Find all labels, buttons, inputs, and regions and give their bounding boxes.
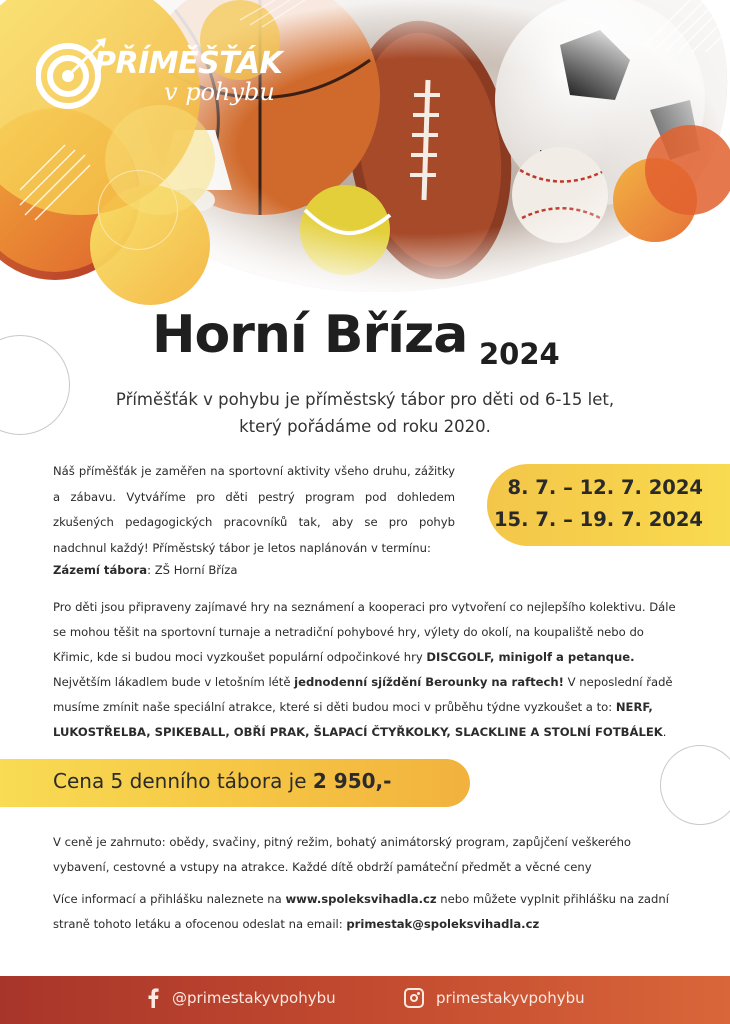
logo-title: PŘÍMĚŠŤÁK: [94, 46, 283, 81]
facebook-icon: [146, 988, 160, 1008]
logo-subtitle: v pohybu: [164, 78, 275, 106]
decor-ring-left: [0, 335, 70, 435]
facebook-link[interactable]: [146, 988, 336, 1008]
venue-label: Zázemí tábora: [53, 563, 148, 577]
decor-ring-right: [660, 745, 730, 825]
program-text-4: .: [662, 725, 667, 739]
page-title: Horní Bříza: [152, 305, 468, 365]
venue-value: : ZŠ Horní Bříza: [147, 563, 238, 577]
decor-ring-top: [98, 170, 178, 250]
price-label: Cena 5 denního tábora je: [53, 769, 313, 793]
term-2: 15. 7. – 19. 7. 2024: [493, 508, 703, 531]
email-link[interactable]: primestak@spoleksvihadla.cz: [346, 917, 540, 931]
hero-illustration: [0, 0, 730, 310]
intro-text: [80, 386, 650, 440]
intro-line-2: který pořádáme od roku 2020.: [239, 417, 491, 436]
program-text-1: Pro děti jsou připraveny zajímavé hry na seznámení a kooperaci pro vytvoření co nejlepšího kolektivu. Dále se mohou těšit na sportovní turnaje a netradiční pohybové hry, výlety do okolí, na koupaliště nebo do Křimic, kde si budou moci vyzkoušet populární odpočinkové hry: [53, 600, 676, 664]
program-paragraph: [53, 595, 683, 745]
contact-text-2: nebo můžete vyplnit přihlášku na zadní straně tohoto letáku a ofocenou odeslat na email:: [53, 892, 669, 931]
title-year: 2024: [479, 337, 560, 371]
instagram-handle: primestakyvpohybu: [436, 989, 585, 1007]
venue-line: [53, 563, 237, 577]
instagram-link[interactable]: [404, 988, 585, 1008]
facebook-handle: @primestakyvpohybu: [172, 989, 336, 1007]
program-text-2: Největším lákadlem bude v letošním létě: [53, 675, 295, 689]
logo: [36, 26, 286, 116]
price-text: [53, 769, 391, 793]
price-banner: [0, 759, 470, 807]
program-highlight-attractions: NERF, LUKOSTŘELBA, SPIKEBALL, OBŘÍ PRAK, ŠLAPACÍ ČTYŘKOLKY, SLACKLINE A STOLNÍ FOTBÁLEK: [53, 700, 663, 739]
description-paragraph: Náš příměšťák je zaměřen na sportovní aktivity všeho druhu, zážitky a zábavu. Vytváříme pro děti pestrý program pod dohledem zkušených pedagogických pracovníků tak, aby se pro pohyb nadchnul každý! Příměstský tábor je letos naplánován v termínu:: [53, 464, 455, 555]
contact-text-1: Více informací a přihlášku naleznete na: [53, 892, 286, 906]
included-paragraph: V ceně je zahrnuto: obědy, svačiny, pitný režim, bohatý animátorský program, zapůjčení veškerého vybavení, cestovné a vstupy na atrakce. Každé dítě obdrží památeční předmět a věcné ceny: [53, 835, 632, 874]
footer: [0, 976, 730, 1024]
program-highlight-games: DISCGOLF, minigolf a petanque.: [426, 650, 635, 664]
instagram-icon: [404, 988, 424, 1008]
program-highlight-rafting: jednodenní sjíždění Berounky na raftech!: [294, 675, 564, 689]
website-link[interactable]: www.spoleksvihadla.cz: [285, 892, 437, 906]
program-text-3: V neposlední řadě musíme zmínit naše speciální atrakce, které si děti budou moci v průběhu týdne vyzkoušet a to:: [53, 675, 673, 714]
term-1: 8. 7. – 12. 7. 2024: [507, 476, 703, 499]
dates-badge: [487, 464, 730, 546]
contact-paragraph: [53, 887, 693, 937]
intro-line-1: Příměšťák v pohybu je příměstský tábor pro děti od 6-15 let,: [115, 390, 615, 409]
price-amount: 2 950,-: [312, 769, 392, 793]
